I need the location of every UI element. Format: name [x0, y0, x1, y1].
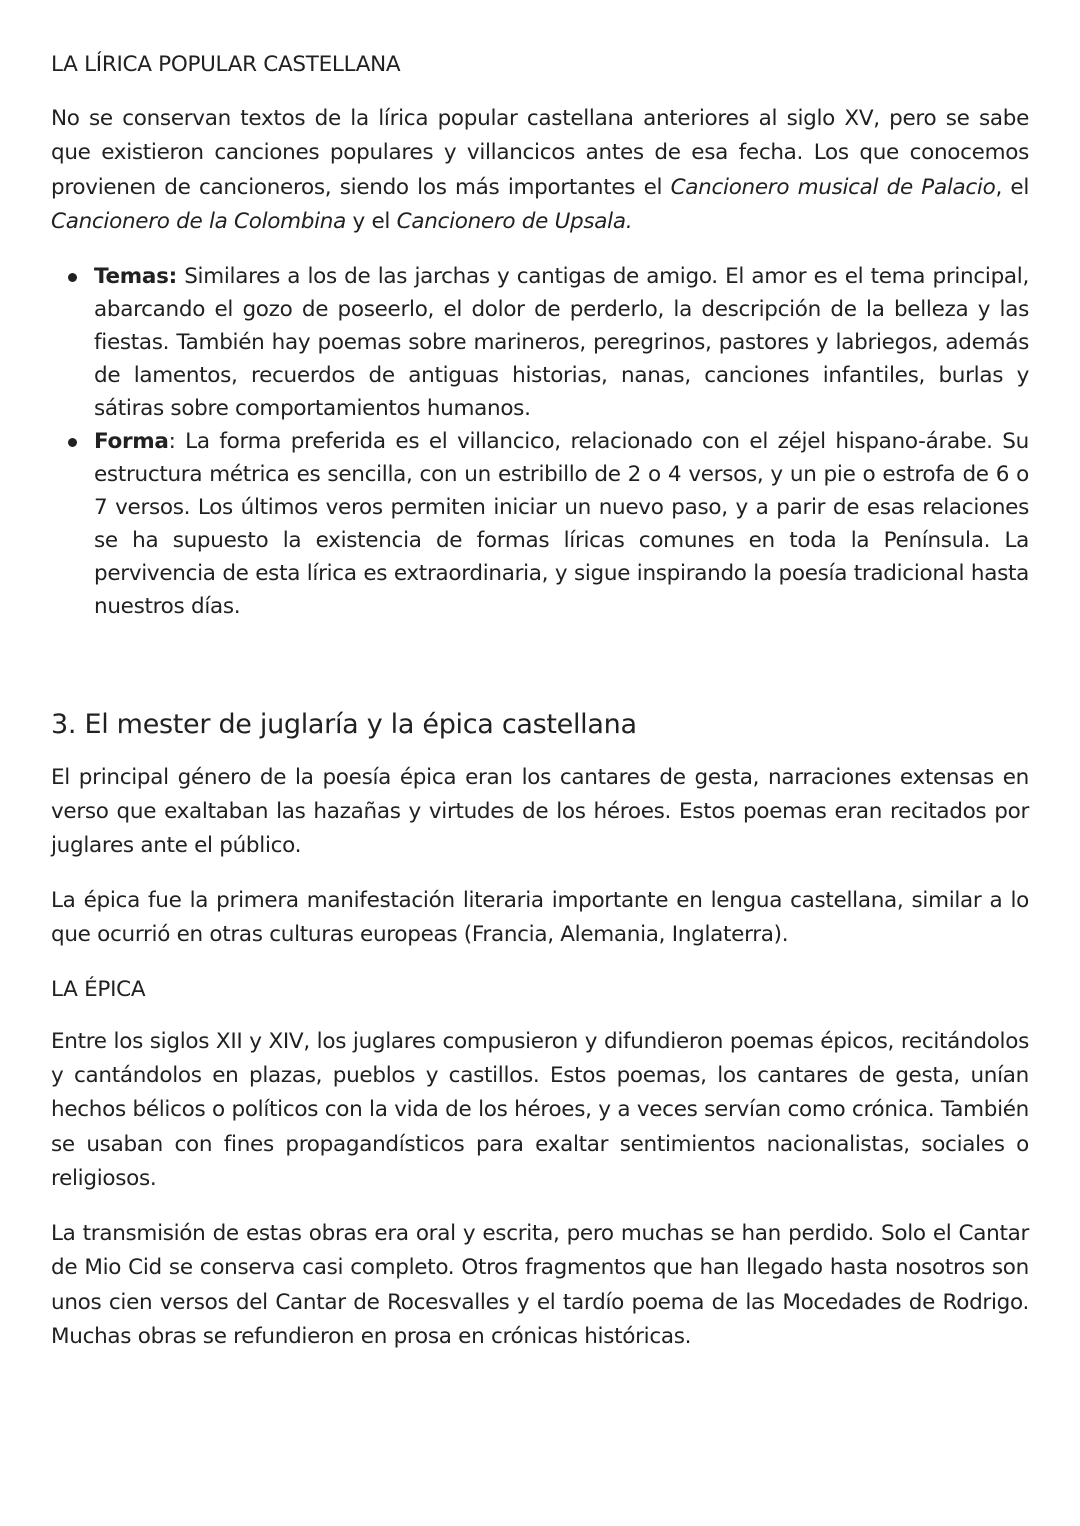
- intro-text-1: No se conservan textos de la lírica popular castellana anteriores al siglo XV, pero se sabe que existieron canciones populares y villancicos antes de esa fecha. Los que conocemos provienen de cancioneros, siendo los más importantes el: [51, 106, 1029, 200]
- paragraph-transmision: La transmisión de estas obras era oral y escrita, pero muchas se han perdido. Solo el Cantar de Mio Cid se conserva casi completo. Otros fragmentos que han llegado hasta nosotros son unos cien versos del Cantar de Rocesvalles y el tardío poema de las Mocedades de Rodrigo. Muchas obras se refundieron en prosa en crónicas históricas.: [51, 1220, 1029, 1349]
- heading-lirica-popular: LA LÍRICA POPULAR CASTELLANA: [51, 52, 401, 77]
- paragraph-siglos: Entre los siglos XII y XIV, los juglares compusieron y difundieron poemas épicos, recitándolos y cantándolos en plazas, pueblos y castillos. Estos poemas, los cantares de gesta, unían hechos bélicos o políticos con la vida de los héroes, y a veces servían como crónica. También se usaban con fines propagandísticos para exaltar sentimientos nacionalistas, sociales o religiosos.: [51, 1028, 1029, 1192]
- section-title: 3. El mester de juglaría y la épica castellana: [51, 708, 637, 740]
- paragraph-epica-primera: La épica fue la primera manifestación literaria importante en lengua castellana, similar a lo que ocurrió en otras culturas europeas (Francia, Alemania, Inglaterra).: [51, 887, 1029, 948]
- cancionero-colombina-title: Cancionero de la Colombina: [51, 209, 346, 235]
- cancionero-palacio-title: Cancionero musical de Palacio: [670, 174, 996, 200]
- heading-epica: LA ÉPICA: [51, 976, 146, 1002]
- bullet-dot-icon: [68, 273, 77, 282]
- bullet-item-temas: [51, 260, 1029, 425]
- bullet-label: Forma: [94, 428, 169, 454]
- bullet-text: : La forma preferida es el villancico, relacionado con el zéjel hispano-árabe. Su estructura métrica es sencilla, con un estribillo de 2 o 4 versos, y un pie o estrofa de 6 o 7 versos. Los últimos veros permiten iniciar un nuevo paso, y a parir de esas relaciones se ha supuesto la existencia de formas líricas comunes en toda la Península. La pervivencia de esta lírica es extraordinaria, y sigue inspirando la poesía tradicional hasta nuestros días.: [94, 428, 1029, 619]
- cancionero-upsala-title: Cancionero de Upsala.: [396, 209, 633, 235]
- bullet-dot-icon: [68, 438, 77, 447]
- bullet-text: Similares a los de las jarchas y cantigas de amigo. El amor es el tema principal, abarcando el gozo de poseerlo, el dolor de perderlo, la descripción de la belleza y las fiestas. También hay poemas sobre marineros, peregrinos, pastores y labriegos, además de lamentos, recuerdos de antiguas historias, nanas, canciones infantiles, burlas y sátiras sobre comportamientos humanos.: [94, 263, 1029, 421]
- document-page: [51, 48, 1029, 1354]
- paragraph-genero: El principal género de la poesía épica eran los cantares de gesta, narraciones extensas en verso que exaltaban las hazañas y virtudes de los héroes. Estos poemas eran recitados por juglares ante el público.: [51, 764, 1029, 859]
- intro-text-2: , el: [995, 174, 1029, 200]
- intro-paragraph: [51, 102, 1029, 240]
- bullet-item-forma: [51, 425, 1029, 623]
- bullet-label: Temas:: [94, 263, 177, 289]
- intro-text-3: y el: [346, 209, 397, 235]
- bullet-list: [51, 260, 1029, 623]
